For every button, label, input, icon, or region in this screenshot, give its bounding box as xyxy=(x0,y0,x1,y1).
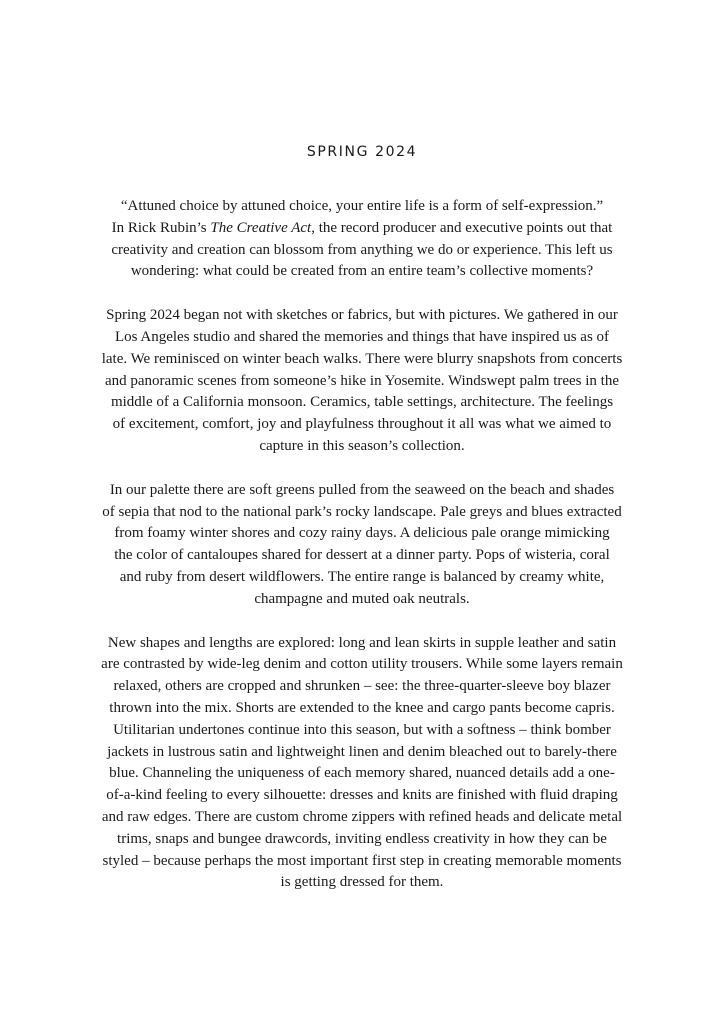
paragraph xyxy=(80,305,644,458)
text-line: thrown into the mix. Shorts are extended to the knee and cargo pants become capris. xyxy=(109,699,615,716)
text-line: middle of a California monsoon. Ceramics, table settings, architecture. The feelings xyxy=(110,394,614,411)
text-line: the color of cantaloupes shared for dessert at a dinner party. Pops of wisteria, coral xyxy=(114,547,610,564)
text-line: jackets in lustrous satin and lightweight linen and denim bleached out to barely-there xyxy=(107,743,617,760)
text-line: of excitement, comfort, joy and playfulness throughout it all was what we aimed to xyxy=(112,416,612,433)
text-line: blue. Channeling the uniqueness of each memory shared, nuanced details add a one- xyxy=(109,765,615,782)
text-line: Los Angeles studio and shared the memories and things that have inspired us as of xyxy=(114,328,610,345)
text-line: late. We reminisced on winter beach walks. There were blurry snapshots from concerts xyxy=(101,350,623,367)
text-line: Utilitarian undertones continue into this season, but with a softness – think bomber xyxy=(113,721,611,738)
text-line: “Attuned choice by attuned choice, your entire life is a form of self-expression.” xyxy=(120,198,604,214)
text-segment: In Rick Rubin’s xyxy=(111,219,211,236)
text-line: and raw edges. There are custom chrome zippers with refined heads and delicate metal xyxy=(101,808,623,825)
page-title: SPRING 2024 xyxy=(306,144,418,160)
text-line: In our palette there are soft greens pulled from the seaweed on the beach and shades xyxy=(109,481,615,498)
text-line: champagne and muted oak neutrals. xyxy=(254,590,470,607)
text-line: are contrasted by wide-leg denim and cotton utility trousers. While some layers remain xyxy=(101,656,623,673)
text-segment: , the record producer and executive points out that xyxy=(311,219,613,236)
text-line: is getting dressed for them. xyxy=(280,874,444,891)
text-line: styled – because perhaps the most important first step in creating memorable moments xyxy=(102,852,622,869)
paragraph xyxy=(80,633,644,895)
body-text xyxy=(80,196,644,916)
text-line: of sepia that nod to the national park’s rocky landscape. Pale greys and blues extracted xyxy=(102,503,622,520)
paragraph xyxy=(80,480,644,611)
paragraph xyxy=(80,196,644,283)
text-line: trims, snaps and bungee drawcords, inviting endless creativity in how they can be xyxy=(117,830,607,847)
text-line: relaxed, others are cropped and shrunken – see: the three-quarter-sleeve boy blazer xyxy=(113,678,611,695)
text-line: capture in this season’s collection. xyxy=(259,437,465,454)
text-line: and ruby from desert wildflowers. The entire range is balanced by creamy white, xyxy=(119,568,605,585)
text-line xyxy=(80,218,644,240)
text-line: of-a-kind feeling to every silhouette: dresses and knits are finished with fluid draping xyxy=(106,787,618,804)
text-line: and panoramic scenes from someone’s hike in Yosemite. Windswept palm trees in the xyxy=(104,372,619,389)
book-title-italic: The Creative Act xyxy=(210,219,312,236)
text-line: wondering: what could be created from an entire team’s collective moments? xyxy=(130,263,594,280)
text-line: New shapes and lengths are explored: long and lean skirts in supple leather and satin xyxy=(107,634,617,651)
text-line: Spring 2024 began not with sketches or fabrics, but with pictures. We gathered in our xyxy=(106,307,618,324)
text-line: from foamy winter shores and cozy rainy days. A delicious pale orange mimicking xyxy=(114,525,610,542)
text-line: creativity and creation can blossom from anything we do or experience. This left us xyxy=(111,241,613,258)
